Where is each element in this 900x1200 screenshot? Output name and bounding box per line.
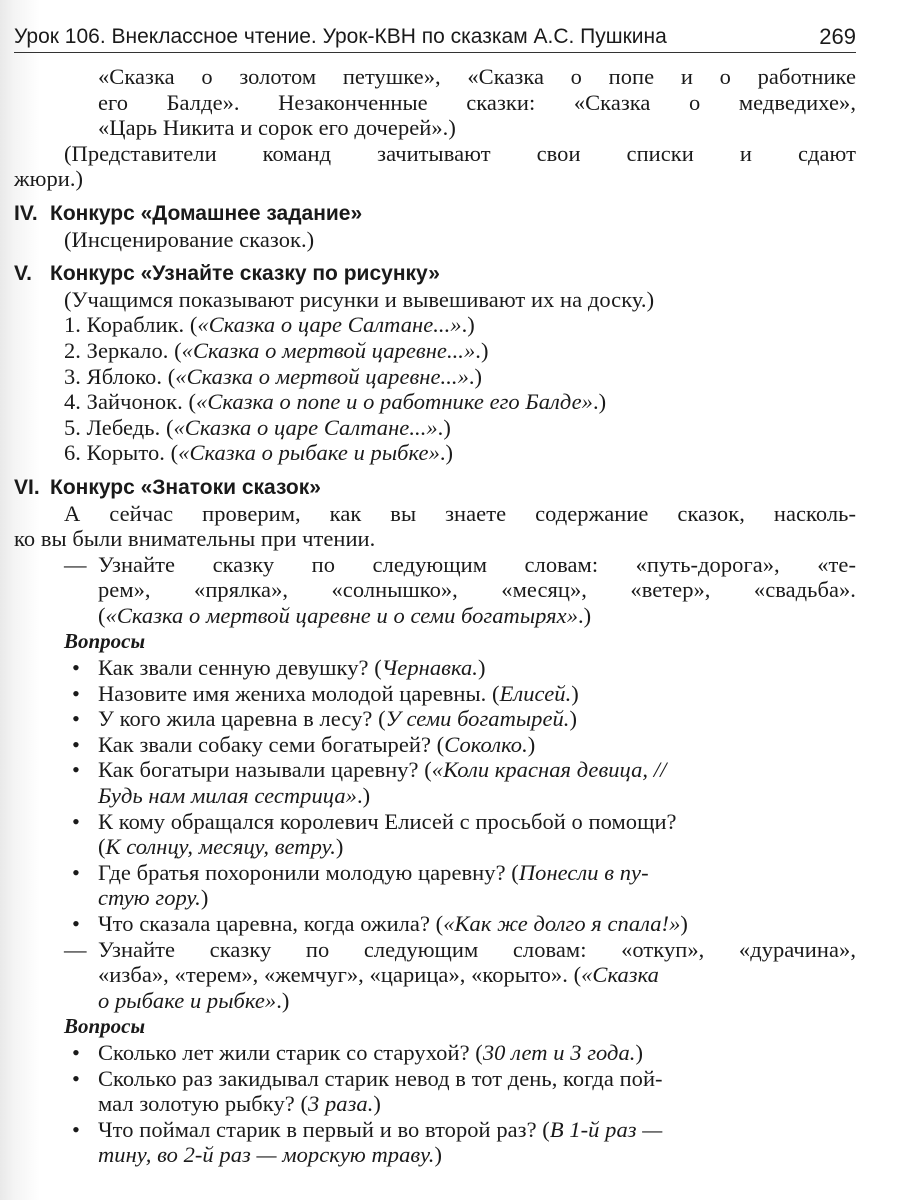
page-number: 269	[819, 24, 856, 49]
question-item: • К кому обращался королевич Елисей с просьбой о помощи?	[72, 808, 677, 834]
question-item-continued: стую гору.)	[98, 885, 209, 911]
bullet-mark: •	[72, 706, 80, 732]
section-4-heading	[14, 201, 856, 227]
intro-line-1: «Сказка о золотом петушке», «Сказка о попе и о работнике	[98, 64, 856, 89]
question-item: • Что сказала царевна, когда ожила? («Как же долго я спала!»)	[72, 911, 688, 936]
dash-mark: —	[64, 551, 87, 577]
bullet-mark: •	[72, 1039, 80, 1065]
question-item: • Как звали сенную девушку? (Чернавка.)	[72, 655, 486, 681]
intro-line-3: «Царь Никита и сорок его дочерей».)	[98, 115, 456, 141]
picture-item: 6. Корыто. («Сказка о рыбаке и рыбке».)	[64, 440, 454, 466]
picture-item: 5. Лебедь. («Сказка о царе Салтане...».)	[64, 414, 451, 440]
page-content	[14, 64, 856, 1168]
picture-item: 2. Зеркало. («Сказка о мертвой царевне...».)	[64, 337, 489, 363]
question-item: • Назовите имя жениха молодой царевны. (Елисей.)	[72, 680, 579, 706]
question-item-continued: Будь нам милая сестрица».)	[98, 783, 371, 809]
question-item-continued: (К солнцу, месяцу, ветру.)	[98, 834, 344, 860]
section-5-number: V.	[14, 262, 32, 286]
running-header	[14, 22, 856, 53]
task-2-line-3: о рыбаке и рыбке».)	[98, 987, 290, 1013]
bullet-mark: •	[72, 1116, 80, 1142]
section-4-note: (Инсценирование сказок.)	[64, 226, 315, 252]
question-item: • Где братья похоронили молодую царевну? (Понесли в пу-	[72, 859, 649, 885]
question-item: • Что поймал старик в первый и во второй раз? (В 1-й раз —	[72, 1116, 663, 1142]
intro-line-4: (Представители команд зачитывают свои списки и сдают	[64, 140, 856, 166]
bullet-mark: •	[72, 680, 80, 706]
task-1-line-1: — Узнайте сказку по следующим словам: «путь-дорога», «те-	[64, 551, 856, 577]
task-1-line-3: («Сказка о мертвой царевне и о семи богатырях».)	[98, 602, 592, 628]
bullet-mark: •	[72, 808, 80, 834]
section-5-heading	[14, 261, 856, 287]
picture-item: 4. Зайчонок. («Сказка о попе и о работнике его Балде».)	[64, 389, 607, 415]
bullet-mark: •	[72, 859, 80, 885]
question-item: • Сколько лет жили старик со старухой? (30 лет и 3 года.)	[72, 1039, 643, 1065]
task-2-line-1: — Узнайте сказку по следующим словам: «откуп», «дурачина»,	[64, 936, 856, 962]
section-6-para-line-2: ко вы были внимательны при чтении.	[14, 526, 376, 552]
picture-item: 3. Яблоко. («Сказка о мертвой царевне...».)	[64, 363, 483, 389]
section-4-number: IV.	[14, 201, 38, 225]
bullet-mark: •	[72, 757, 80, 783]
question-item: • Сколько раз закидывал старик невод в тот день, когда пой-	[72, 1065, 663, 1091]
bullet-mark: •	[72, 1065, 80, 1091]
intro-line-2: его Балде». Незаконченные сказки: «Сказка о медведихе»,	[98, 89, 856, 115]
section-6-title: Конкурс «Знатоки сказок»	[50, 475, 321, 499]
section-4-title: Конкурс «Домашнее задание»	[50, 201, 363, 225]
question-item: • Как звали собаку семи богатырей? (Соколко.)	[72, 731, 536, 757]
dash-mark: —	[64, 936, 87, 962]
section-6-heading	[14, 475, 856, 501]
bullet-mark: •	[72, 655, 80, 681]
section-5-title: Конкурс «Узнайте сказку по рисунку»	[50, 262, 440, 286]
header-title: Урок 106. Внеклассное чтение. Урок-КВН по сказкам А.С. Пушкина	[14, 25, 667, 48]
intro-line-5: жюри.)	[14, 166, 84, 192]
task-1-line-2: рем», «прялка», «солнышко», «месяц», «ветер», «свадьба».	[98, 577, 856, 603]
question-item: • Как богатыри называли царевну? («Коли красная девица, //	[72, 757, 667, 783]
questions-label-1: Вопросы	[64, 629, 146, 654]
bullet-mark: •	[72, 911, 80, 936]
bullet-mark: •	[72, 731, 80, 757]
section-5-note: (Учащимся показывают рисунки и вывешивают их на доску.)	[64, 286, 655, 312]
questions-label-2: Вопросы	[64, 1014, 146, 1039]
question-item-continued: тину, во 2-й раз — морскую траву.)	[98, 1142, 443, 1168]
task-2-line-2: «изба», «терем», «жемчуг», «царица», «корыто». («Сказка	[98, 962, 659, 988]
question-item: • У кого жила царевна в лесу? (У семи богатырей.)	[72, 706, 578, 732]
section-6-number: VI.	[14, 475, 40, 499]
section-6-para-line-1: А сейчас проверим, как вы знаете содержание сказок, насколь-	[64, 500, 856, 526]
question-item-continued: мал золотую рыбку? (3 раза.)	[98, 1091, 381, 1117]
picture-item: 1. Кораблик. («Сказка о царе Салтане...».)	[64, 312, 475, 338]
